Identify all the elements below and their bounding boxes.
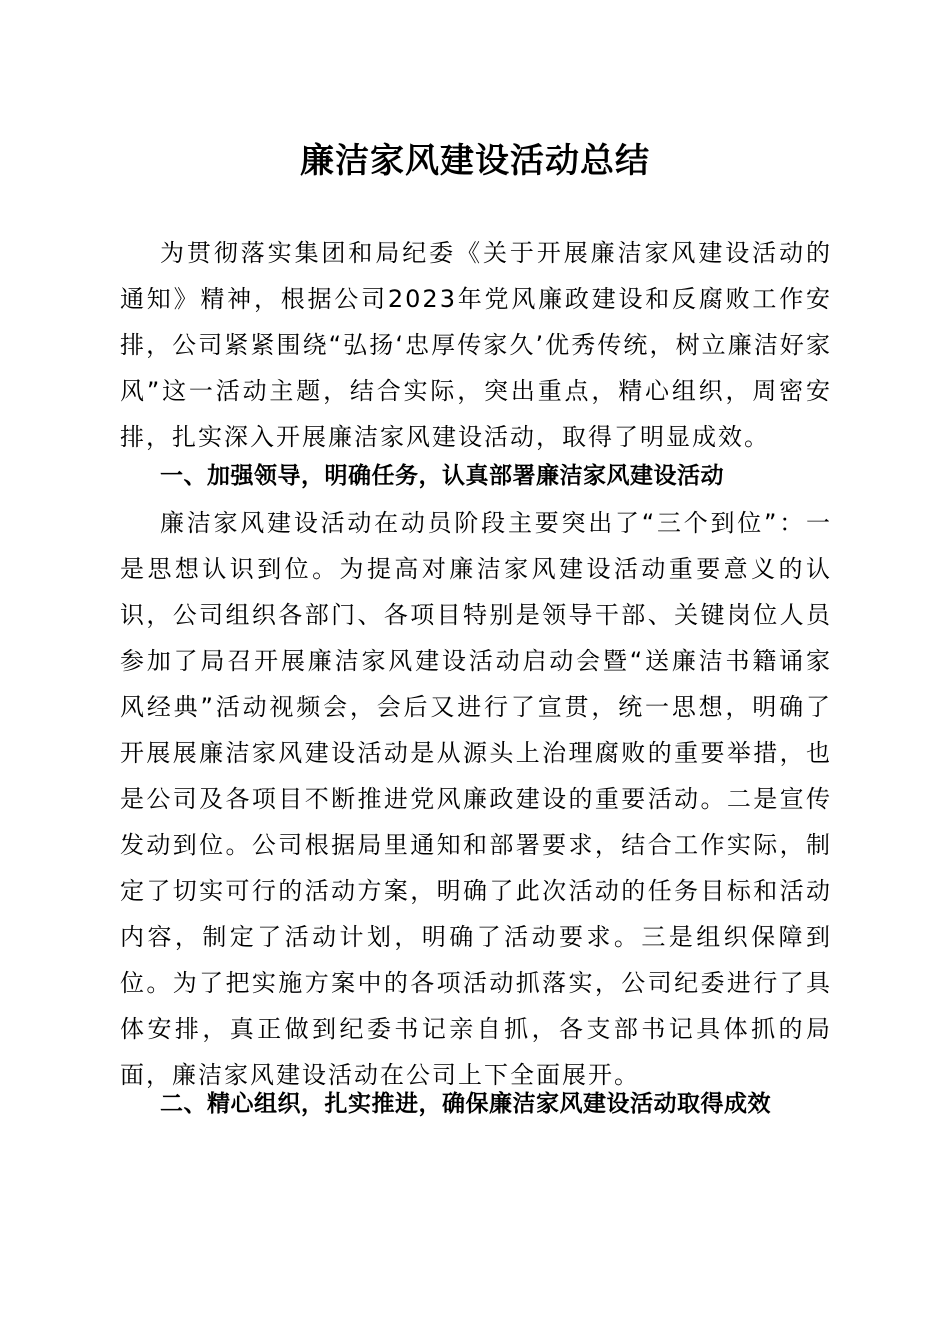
intro-paragraph: 为贯彻落实集团和局纪委《关于开展廉洁家风建设活动的通知》精神，根据公司2023年党风廉政建设和反腐败工作安排，公司紧紧围绕“弘扬‘忠厚传家久’优秀传统，树立廉洁好家风”这一活动主题，结合实际，突出重点，精心组织，周密安排，扎实深入开展廉洁家风建设活动，取得了明显成效。 — [120, 239, 832, 451]
document-title: 廉洁家风建设活动总结 — [300, 141, 650, 181]
section-heading-2: 二、精心组织，扎实推进，确保廉洁家风建设活动取得成效 — [160, 1091, 771, 1117]
section-heading-1: 一、加强领导，明确任务，认真部署廉洁家风建设活动 — [160, 463, 724, 489]
section-1-paragraph: 廉洁家风建设活动在动员阶段主要突出了“三个到位”：一是思想认识到位。为提高对廉洁家风建设活动重要意义的认识，公司组织各部门、各项目特别是领导干部、关键岗位人员参加了局召开展廉洁家风建设活动启动会暨“送廉洁书籍诵家风经典”活动视频会，会后又进行了宣贯，统一思想，明确了开展展廉洁家风建设活动是从源头上治理腐败的重要举措，也是公司及各项目不断推进党风廉政建设的重要活动。二是宣传发动到位。公司根据局里通知和部署要求，结合工作实际，制定了切实可行的活动方案，明确了此次活动的任务目标和活动内容，制定了活动计划，明确了活动要求。三是组织保障到位。为了把实施方案中的各项活动抓落实，公司纪委进行了具体安排，真正做到纪委书记亲自抓，各支部书记具体抓的局面，廉洁家风建设活动在公司上下全面展开。 — [120, 509, 832, 1089]
